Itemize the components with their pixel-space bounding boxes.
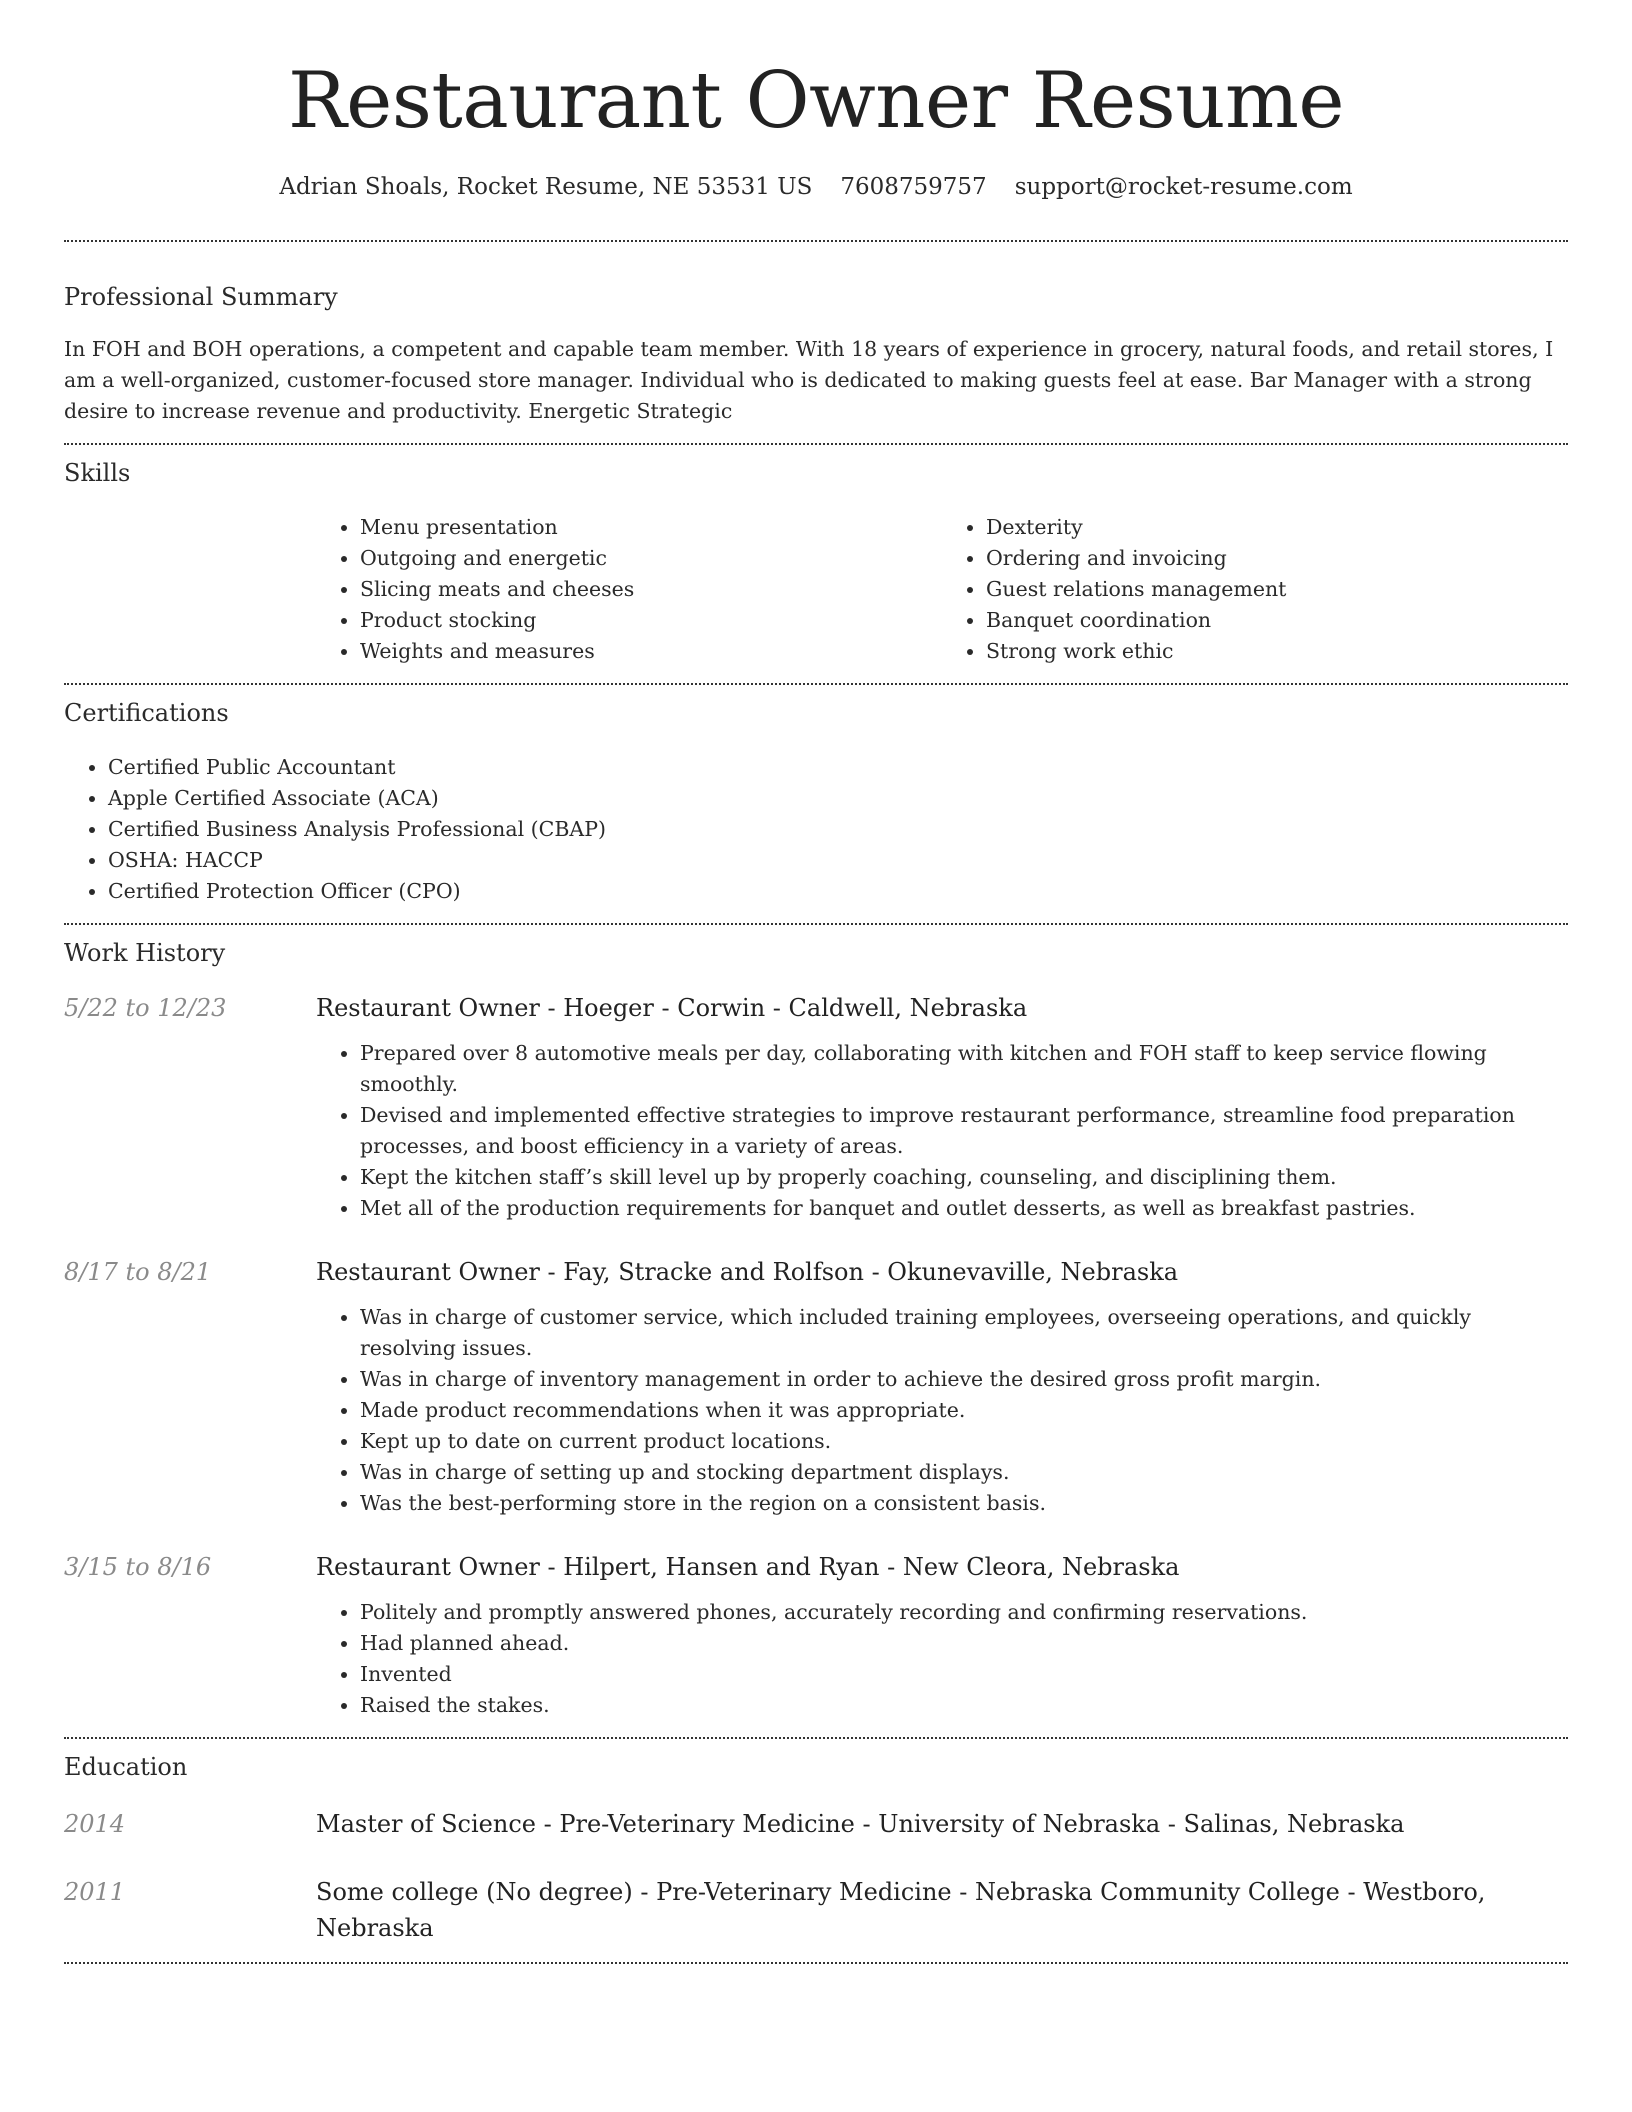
skill-item: • Strong work ethic	[986, 636, 1568, 667]
job-bullet: • Was in charge of inventory management in order to achieve the desired gross profit margin.	[360, 1364, 1568, 1395]
job-bullet: • Kept the kitchen staff’s skill level up by properly coaching, counseling, and disciplining them.	[360, 1162, 1568, 1193]
job-bullet: • Was in charge of setting up and stocking department displays.	[360, 1457, 1568, 1488]
resume-title: Restaurant Owner Resume	[287, 56, 1345, 146]
job-entry	[64, 990, 1568, 1224]
certifications-section	[64, 698, 1568, 907]
skill-item: • Menu presentation	[360, 512, 942, 543]
education-date: 2011	[64, 1878, 126, 1906]
job-bullets	[316, 1038, 1568, 1224]
divider	[64, 1962, 1568, 1964]
divider	[64, 923, 1568, 925]
job-bullet: • Was the best-performing store in the region on a consistent basis.	[360, 1488, 1568, 1519]
divider	[64, 443, 1568, 445]
contact-line	[64, 172, 1568, 202]
skills-list-right	[942, 512, 1568, 667]
job-date: 3/15 to 8/16	[64, 1553, 212, 1581]
divider	[64, 240, 1568, 242]
job-bullet: • Met all of the production requirements for banquet and outlet desserts, as well as breakfast pastries.	[360, 1193, 1568, 1224]
contact-email: support@rocket-resume.com	[1014, 174, 1353, 200]
summary-section	[64, 282, 1568, 427]
job-bullets	[316, 1302, 1568, 1519]
skill-item: • Product stocking	[360, 605, 942, 636]
job-entry	[64, 1549, 1568, 1721]
skill-item: • Weights and measures	[360, 636, 942, 667]
certification-item: • Certified Business Analysis Professional (CBAP)	[108, 814, 1568, 845]
skill-item: • Guest relations management	[986, 574, 1568, 605]
job-bullet: • Politely and promptly answered phones, accurately recording and confirming reservations.	[360, 1597, 1568, 1628]
job-entry	[64, 1254, 1568, 1519]
job-role: Restaurant Owner - Hilpert, Hansen and Ryan - New Cleora, Nebraska	[316, 1553, 1180, 1581]
divider	[64, 683, 1568, 685]
education-heading: Education	[64, 1753, 188, 1781]
job-body	[316, 1549, 1568, 1721]
summary-text: In FOH and BOH operations, a competent and capable team member. With 18 years of experience in grocery, natural foods, and retail stores, I am a well-organized, customer-focused store manager. Individual who is dedicated to making guests feel at ease. Bar Manager with a strong desire to increase revenue and productivity. Energetic Strategic	[64, 337, 1554, 423]
skills-grid	[316, 512, 1568, 667]
certification-item: • Certified Public Accountant	[108, 752, 1568, 783]
work-history-section	[64, 938, 1568, 1721]
job-bullet: • Made product recommendations when it was appropriate.	[360, 1395, 1568, 1426]
job-body	[316, 1254, 1568, 1519]
job-bullets	[316, 1597, 1568, 1721]
education-entry	[64, 1806, 1568, 1842]
education-date: 2014	[64, 1810, 126, 1838]
job-bullet: • Was in charge of customer service, which included training employees, overseeing operations, and quickly resolving issues.	[360, 1302, 1568, 1364]
job-role: Restaurant Owner - Fay, Stracke and Rolfson - Okunevaville, Nebraska	[316, 1258, 1179, 1286]
job-bullet: • Prepared over 8 automotive meals per day, collaborating with kitchen and FOH staff to keep service flowing smoothly.	[360, 1038, 1568, 1100]
job-body	[316, 990, 1568, 1224]
skills-list-left	[316, 512, 942, 667]
certifications-list	[64, 752, 1568, 907]
education-text: Master of Science - Pre-Veterinary Medicine - University of Nebraska - Salinas, Nebraska	[316, 1810, 1405, 1838]
work-history-heading: Work History	[64, 939, 226, 967]
divider	[64, 1737, 1568, 1739]
job-bullet: • Had planned ahead.	[360, 1628, 1568, 1659]
skill-item: • Dexterity	[986, 512, 1568, 543]
skill-item: • Slicing meats and cheeses	[360, 574, 942, 605]
job-date: 8/17 to 8/21	[64, 1258, 212, 1286]
summary-heading: Professional Summary	[64, 283, 338, 311]
job-bullet: • Invented	[360, 1659, 1568, 1690]
contact-phone: 7608759757	[840, 174, 987, 200]
certifications-heading: Certifications	[64, 699, 229, 727]
certification-item: • OSHA: HACCP	[108, 845, 1568, 876]
certification-item: • Certified Protection Officer (CPO)	[108, 876, 1568, 907]
job-role: Restaurant Owner - Hoeger - Corwin - Caldwell, Nebraska	[316, 994, 1028, 1022]
skill-item: • Banquet coordination	[986, 605, 1568, 636]
job-date: 5/22 to 12/23	[64, 994, 227, 1022]
education-text: Some college (No degree) - Pre-Veterinary Medicine - Nebraska Community College - Westboro, Nebraska	[316, 1878, 1486, 1942]
skills-section	[64, 458, 1568, 667]
education-entry	[64, 1874, 1568, 1946]
contact-address: Adrian Shoals, Rocket Resume, NE 53531 US	[279, 174, 813, 200]
skill-item: • Outgoing and energetic	[360, 543, 942, 574]
education-section	[64, 1752, 1568, 1946]
job-bullet: • Raised the stakes.	[360, 1690, 1568, 1721]
skill-item: • Ordering and invoicing	[986, 543, 1568, 574]
skills-heading: Skills	[64, 459, 131, 487]
job-bullet: • Devised and implemented effective strategies to improve restaurant performance, streamline food preparation processes, and boost efficiency in a variety of areas.	[360, 1100, 1568, 1162]
certification-item: • Apple Certified Associate (ACA)	[108, 783, 1568, 814]
job-bullet: • Kept up to date on current product locations.	[360, 1426, 1568, 1457]
